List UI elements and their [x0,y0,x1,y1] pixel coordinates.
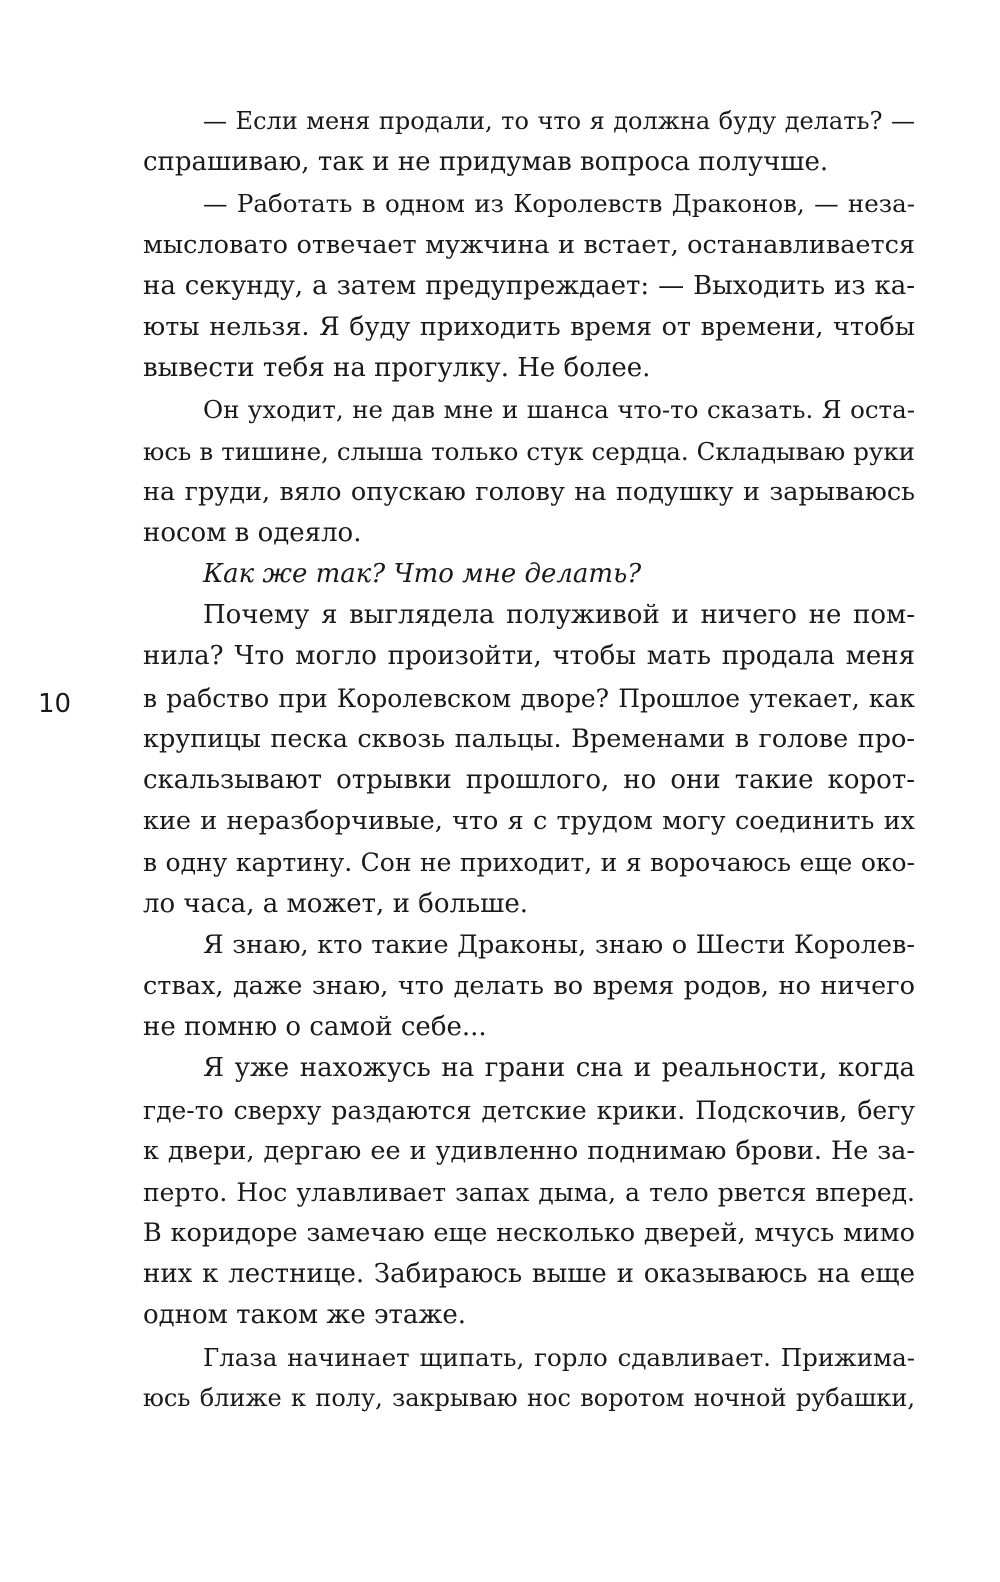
text-line: Глаза начинает щипать, горло сдавливает. Прижима- [203,1342,915,1372]
text-line: Почему я выглядела полуживой и ничего не пом- [203,600,915,631]
text-line: к двери, дергаю ее и удивленно поднимаю брови. Не за- [143,1135,915,1166]
text-line: в одну картину. Сон не приходит, и я ворочаюсь еще око- [143,848,915,878]
text-line: ло часа, а может, и больше. [143,888,528,919]
page-number: 10 [38,689,72,719]
text-line: юсь в тишине, слыша только стук сердца. Складываю руки [143,436,915,466]
text-line: мысловато отвечает мужчина и встает, останавливается [143,229,915,260]
text-line: перто. Нос улавливает запах дыма, а тело рвется вперед. [143,1177,915,1207]
text-line: спрашиваю, так и не придумав вопроса получше. [143,147,829,178]
text-line: В коридоре замечаю еще несколько дверей, мчусь мимо [143,1218,915,1249]
text-line: — Если меня продали, то что я должна буду делать? — [203,107,915,135]
text-line: кие и неразборчивые, что я с трудом могу соединить их [143,806,915,837]
text-line: юты нельзя. Я буду приходить время от времени, чтобы [143,311,915,342]
text-line: одном таком же этаже. [143,1300,466,1331]
text-line: на секунду, а затем предупреждает: — Выходить из ка- [143,270,915,301]
text-line: Он уходит, не дав мне и шанса что-то сказать. Я оста- [203,395,915,425]
text-line: носом в одеяло. [143,517,362,548]
text-line: Как же так? Что мне делать? [203,559,642,590]
text-line: нила? Что могло произойти, чтобы мать продала меня [143,641,915,672]
text-line: юсь ближе к полу, закрываю нос воротом ночной рубашки, [143,1383,915,1412]
text-line: крупицы песка сквозь пальцы. Временами в голове про- [143,723,915,754]
text-line: ствах, даже знаю, что делать во время родов, но ничего [143,970,915,1001]
text-line: скальзывают отрывки прошлого, но они такие корот- [143,765,915,795]
text-line: них к лестнице. Забираюсь выше и оказываюсь на еще [143,1259,915,1290]
text-line: Я уже нахожусь на грани сна и реальности, когда [203,1053,915,1084]
text-line: не помню о самой себе... [143,1012,487,1043]
body-text [143,101,915,1419]
text-line: где-то сверху раздаются детские крики. Подскочив, бегу [143,1095,915,1125]
text-line: вывести тебя на прогулку. Не более. [143,353,651,384]
text-line: Я знаю, кто такие Драконы, знаю о Шести Королев- [203,929,915,960]
text-line: в рабство при Королевском дворе? Прошлое утекает, как [143,683,915,713]
text-line: на груди, вяло опускаю голову на подушку и зарываюсь [143,476,915,507]
text-line: — Работать в одном из Королевств Драконов, — неза- [203,189,915,219]
